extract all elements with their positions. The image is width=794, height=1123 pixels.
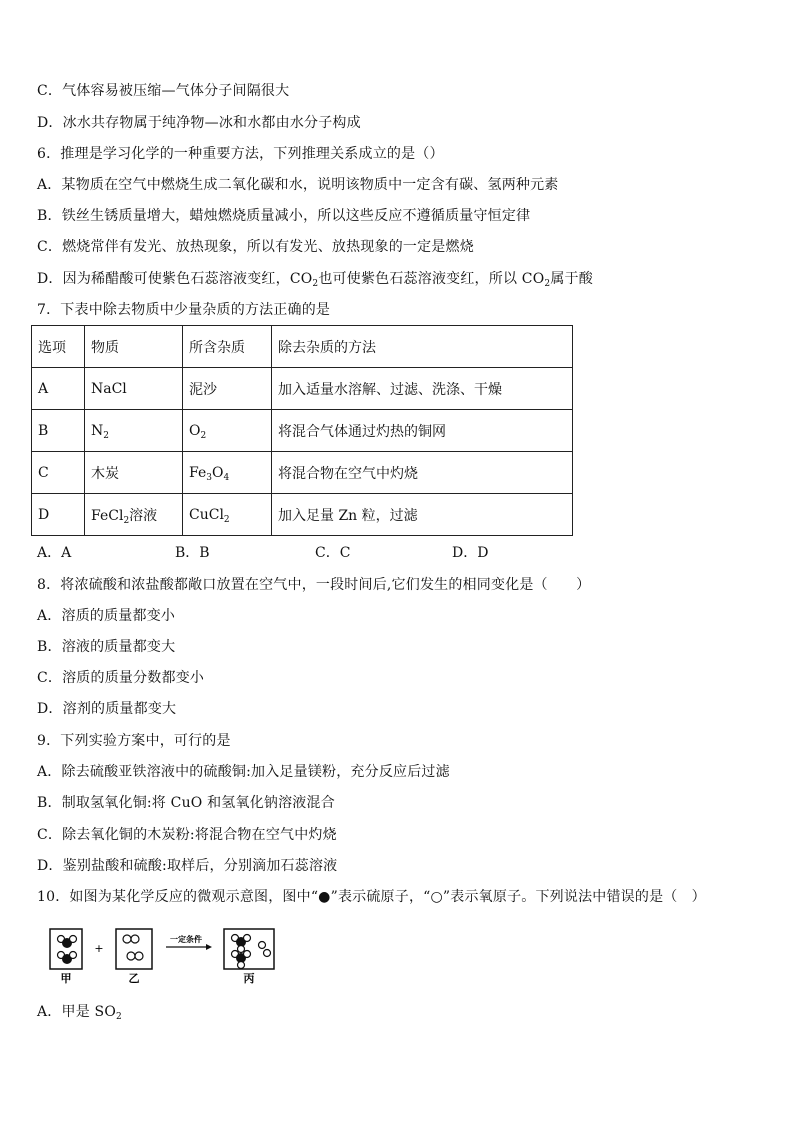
impurity-text: 泥沙 [189,381,217,398]
option-10a-sub: 2 [116,1012,122,1022]
option-6b: B．铁丝生锈质量增大，蜡烛燃烧质量减小，所以这些反应不遵循质量守恒定律 [37,208,531,224]
table-cell-method: 将混合气体通过灼热的铜网 [272,410,573,452]
table-cell-substance [85,410,183,452]
table-cell-impurity [183,368,272,410]
table-header-row [32,326,573,368]
option-9b: B．制取氢氧化铜:将 CuO 和氢氧化钠溶液混合 [37,795,335,811]
impurity-subscript: 3 [206,472,212,483]
table-cell-option: D [32,494,85,536]
substance-text: FeCl [91,507,124,524]
table-header-cell: 所含杂质 [183,326,272,368]
substance-subscript: 2 [123,515,130,526]
q7-option-c: C．C [315,545,351,561]
option-6d-part2: 也可使紫色石蕊溶液变红，所以 CO [318,271,545,287]
table-header-cell: 物质 [85,326,183,368]
table-cell-impurity [183,452,272,494]
option-9d: D．鉴别盐酸和硫酸:取样后，分别滴加石蕊溶液 [37,858,338,874]
option-6d-part1: D．因为稀醋酸可使紫色石蕊溶液变红，CO [37,271,313,287]
option-6d-sub2: 2 [544,279,551,289]
impurity-table [31,325,573,536]
label-bing: 丙 [243,972,255,985]
table-cell-substance [85,368,183,410]
question-6: 6．推理是学习化学的一种重要方法，下列推理关系成立的是（） [37,146,444,162]
q7-option-a: A．A [37,545,72,561]
option-6d-part3: 属于酸 [550,271,593,287]
option-8c: C．溶质的质量分数都变小 [37,670,205,686]
table-row [32,368,573,410]
oxygen-atom [244,951,251,958]
line-q5d: D．冰水共存物属于纯净物—冰和水都由水分子构成 [37,115,361,131]
reaction-diagram [46,925,286,985]
option-8d: D．溶剂的质量都变大 [37,701,177,717]
label-jia: 甲 [60,972,72,985]
option-10a [37,1003,122,1021]
oxygen-atom [238,962,245,969]
plus-sign: + [94,942,104,955]
question-10: 10．如图为某化学反应的微观示意图，图中“●”表示硫原子，“○”表示氧原子。下列说法中错误的是（ ） [37,889,706,905]
option-9a: A．除去硫酸亚铁溶液中的硫酸铜:加入足量镁粉，充分反应后过滤 [37,764,450,780]
table-cell-option: C [32,452,85,494]
option-8a: A．溶质的质量都变小 [37,608,176,624]
impurity-text: O [189,422,201,439]
substance-text: N [91,422,104,439]
option-6c: C．燃烧常伴有发光、放热现象，所以有发光、放热现象的一定是燃烧 [37,239,474,255]
table-cell-impurity [183,494,272,536]
reaction-condition: 一定条件 [170,935,202,944]
label-yi: 乙 [128,972,140,985]
line-q5c: C．气体容易被压缩—气体分子间隔很大 [37,83,290,99]
table-cell-substance [85,494,183,536]
impurity-subscript-2: 4 [223,472,230,483]
option-6a: A．某物质在空气中燃烧生成二氧化碳和水，说明该物质中一定含有碳、氢两种元素 [37,177,559,193]
oxygen-atom [264,950,271,957]
table-row [32,494,573,536]
impurity-text: CuCl [189,506,224,523]
table-cell-option: A [32,368,85,410]
oxygen-atom [259,942,266,949]
question-8: 8．将浓硫酸和浓盐酸都敞口放置在空气中，一段时间后,它们发生的相同变化是（ ） [37,577,591,593]
table-cell-substance [85,452,183,494]
arrow-head-icon [206,944,212,950]
oxygen-atom [131,935,139,943]
question-9: 9．下列实验方案中，可行的是 [37,733,231,749]
table-cell-method: 加入适量水溶解、过滤、洗涤、干燥 [272,368,573,410]
question-7: 7．下表中除去物质中少量杂质的方法正确的是 [37,302,331,318]
substance-subscript: 2 [103,430,109,441]
table-row [32,410,573,452]
option-8b: B．溶液的质量都变大 [37,639,176,655]
option-10a-text: A．甲是 SO [37,1004,117,1020]
oxygen-atom [70,936,77,943]
option-9c: C．除去氧化铜的木炭粉:将混合物在空气中灼烧 [37,827,337,843]
impurity-text-mid: O [211,464,224,481]
oxygen-atom [70,952,77,959]
table-row [32,452,573,494]
substance-text: 木炭 [91,465,119,482]
oxygen-atom [123,935,131,943]
table-header-cell: 除去杂质的方法 [272,326,573,368]
substance-tail: 溶液 [129,507,158,524]
table-header-cell: 选项 [32,326,85,368]
impurity-text: Fe [189,464,207,481]
oxygen-atom [244,935,251,942]
oxygen-atom [238,946,245,953]
table-cell-method: 加入足量 Zn 粒，过滤 [272,494,573,536]
impurity-subscript: 2 [200,430,207,441]
substance-text: NaCl [91,380,127,397]
oxygen-atom [135,952,143,960]
option-6d [37,270,593,288]
option-6d-sub1: 2 [312,279,319,289]
impurity-subscript: 2 [223,514,230,525]
q7-option-b: B．B [175,545,210,561]
table-cell-option: B [32,410,85,452]
table-cell-impurity [183,410,272,452]
table-cell-method: 将混合物在空气中灼烧 [272,452,573,494]
q7-option-d: D．D [452,545,489,561]
oxygen-atom [127,952,135,960]
reaction-diagram-svg [46,925,286,985]
